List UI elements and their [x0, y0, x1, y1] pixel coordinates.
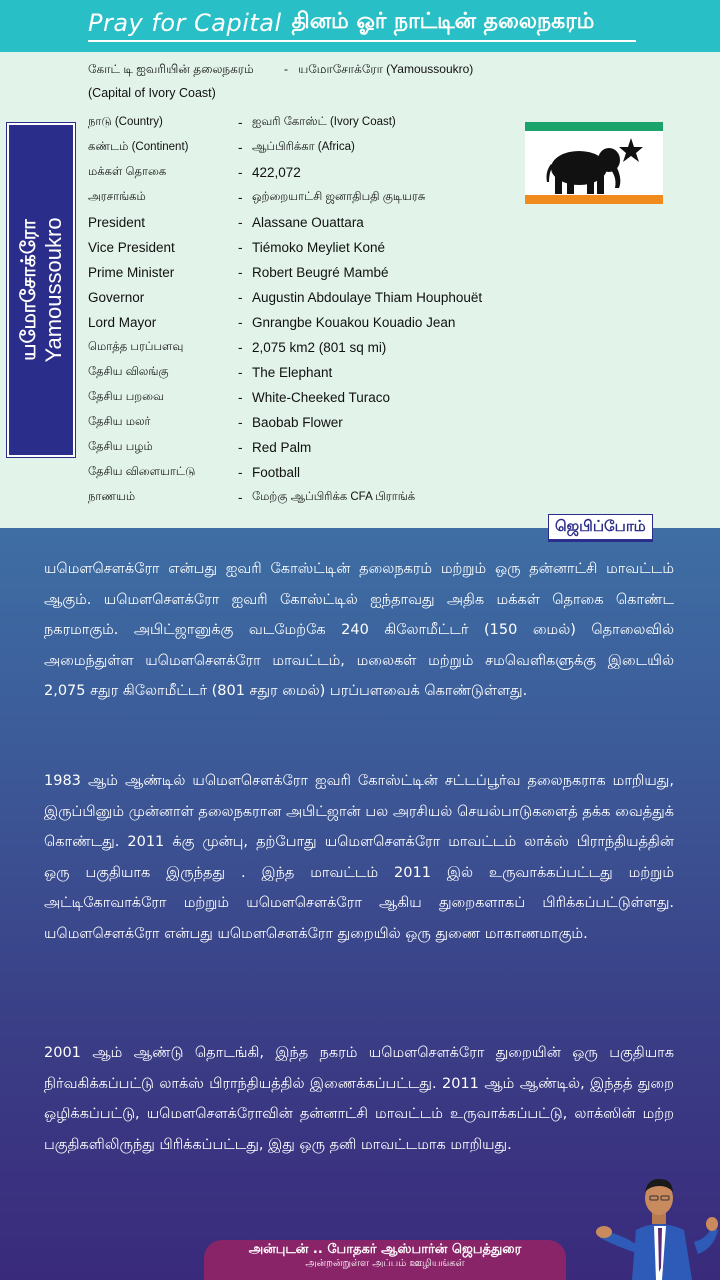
fact-key: Prime Minister: [88, 265, 175, 280]
fact-row: [88, 110, 482, 135]
city-side-label: [7, 123, 75, 457]
fact-value: Alassane Ouattara: [252, 215, 364, 230]
fact-key: தேசிய மலர்: [88, 415, 151, 428]
header-bar: [0, 0, 720, 52]
fact-dash: -: [238, 265, 243, 280]
fact-key: President: [88, 215, 146, 230]
fact-row: [88, 435, 482, 460]
fact-value: Football: [252, 465, 301, 480]
preacher-portrait-icon: [596, 1168, 720, 1280]
fact-key: நாணயம்: [88, 490, 136, 503]
title-tamil: தினம் ஓர் நாட்டின் தலைநகரம்: [291, 9, 595, 34]
capital-dash: -: [284, 62, 288, 76]
page-title: [88, 6, 636, 42]
fact-dash: -: [238, 390, 243, 405]
title-english: Pray for Capital: [88, 9, 282, 37]
paragraph-2: 1983 ஆம் ஆண்டில் யமௌசௌக்ரோ ஐவரி கோஸ்ட்டின் சட்டப்பூர்வ தலைநகராக மாறியது, இருப்பினும் முன்னாள் தலைநகரான அபிட்ஜான் பல அரசியல் செயல்பாடுகளைத் தக்க வைத்துக் கொண்டது. 2011 க்கு முன்பு, தற்போது யமௌசௌக்ரோ மாவட்டம் லாக்ஸ் பிராந்தியத்தின் ஒரு பகுதியாக இருந்தது . இந்த மாவட்டம் 2011 இல் உருவாக்கப்பட்டது மற்றும் அட்டிகோவாக்ரோ மற்றும் யமௌசௌக்ரோ ஆகிய துறைகளாகப் பிரிக்கப்பட்டுள்ளது. யமௌசௌக்ரோ என்பது யமௌசௌக்ரோ துறையில் ஒரு துணை மாகாணமாகும்.: [44, 773, 674, 942]
fact-row: [88, 135, 482, 160]
fact-key: Governor: [88, 290, 145, 305]
fact-row: [88, 235, 482, 260]
fact-dash: -: [238, 215, 243, 230]
fact-key: தேசிய பறவை: [88, 390, 164, 403]
side-label-text: [15, 217, 67, 362]
fact-key: மக்கள் தொகை: [88, 165, 167, 178]
fact-value: ஒற்றையாட்சி ஜனாதிபதி குடியரசு: [252, 190, 426, 203]
fact-row: [88, 485, 482, 510]
fact-value: ஐவரி கோஸ்ட் (Ivory Coast): [252, 115, 396, 128]
paragraph-3: 2001 ஆம் ஆண்டு தொடங்கி, இந்த நகரம் யமௌசௌக்ரோ துறையின் ஒரு பகுதியாக நிர்வகிக்கப்பட்டு லாக்ஸ் பிராந்தியத்தில் இணைக்கப்பட்டது. 2011 ஆம் ஆண்டில், இந்தத் துறை ஒழிக்கப்பட்டு, யமௌசௌக்ரோவின் தன்னாட்சி மாவட்டம் உருவாக்கப்பட்டு, லாக்ஸின் மற்ற பகுதிகளிலிருந்து பிரிக்கப்பட்டது, இது ஒரு தனி மாவட்டமாக மாறியது.: [44, 1045, 674, 1153]
fact-dash: -: [238, 140, 243, 155]
fact-value: மேற்கு ஆப்பிரிக்க CFA பிராங்க்: [252, 490, 416, 503]
fact-value: ஆப்பிரிக்கா (Africa): [252, 140, 355, 153]
flag-icon: [525, 122, 663, 204]
fact-dash: -: [238, 165, 243, 180]
fact-dash: -: [238, 465, 243, 480]
fact-value: Tiémoko Meyliet Koné: [252, 240, 386, 255]
fact-key: கண்டம் (Continent): [88, 140, 189, 153]
fact-key: Vice President: [88, 240, 175, 255]
fact-row: [88, 285, 482, 310]
fact-row: [88, 310, 482, 335]
capital-value: யமோசோக்ரோ (Yamoussoukro): [298, 62, 474, 76]
side-label-english: Yamoussoukro: [41, 217, 66, 363]
fact-value: Augustin Abdoulaye Thiam Houphouët: [252, 290, 483, 305]
fact-row: [88, 160, 482, 185]
fact-key: நாடு (Country): [88, 115, 163, 128]
fact-key: Lord Mayor: [88, 315, 157, 330]
fact-row: [88, 460, 482, 485]
fact-row: [88, 210, 482, 235]
fact-dash: -: [238, 440, 243, 455]
fact-dash: -: [238, 240, 243, 255]
fact-row: [88, 410, 482, 435]
fact-dash: -: [238, 290, 243, 305]
fact-value: Robert Beugré Mambé: [252, 265, 389, 280]
capital-label-english: (Capital of Ivory Coast): [88, 86, 216, 100]
footer-ministry: அன்றன்றுள்ள அப்பம் ஊழியங்கள்: [305, 1258, 465, 1269]
facts-list: [88, 110, 482, 510]
fact-key: தேசிய விலங்கு: [88, 365, 169, 378]
fact-row: [88, 185, 482, 210]
fact-value: 2,075 km2 (801 sq mi): [252, 340, 387, 355]
pray-badge: ஜெபிப்போம்: [548, 514, 653, 542]
fact-dash: -: [238, 315, 243, 330]
fact-value: Red Palm: [252, 440, 312, 455]
fact-dash: -: [238, 115, 243, 130]
footer-banner: [204, 1240, 566, 1280]
fact-value: Gnrangbe Kouakou Kouadio Jean: [252, 315, 456, 330]
fact-key: தேசிய பழம்: [88, 440, 153, 453]
fact-dash: -: [238, 365, 243, 380]
fact-row: [88, 385, 482, 410]
fact-value: Baobab Flower: [252, 415, 343, 430]
footer-author: அன்புடன் .. போதகர் ஆஸ்பார்ன் ஜெபத்துரை: [248, 1242, 522, 1257]
fact-value: White-Cheeked Turaco: [252, 390, 391, 405]
fact-value: The Elephant: [252, 365, 333, 380]
side-label-tamil: யமோசோக்ரோ: [16, 219, 40, 361]
fact-key: தேசிய விளையாட்டு: [88, 465, 196, 478]
fact-row: [88, 360, 482, 385]
fact-dash: -: [238, 340, 243, 355]
fact-dash: -: [238, 190, 243, 205]
paragraph-1: யமௌசௌக்ரோ என்பது ஐவரி கோஸ்ட்டின் தலைநகரம் மற்றும் ஒரு தன்னாட்சி மாவட்டம் ஆகும். யமௌசௌக்ரோ ஐவரி கோஸ்ட்டில் ஐந்தாவது அதிக மக்கள் தொகை கொண்ட நகரமாகும். அபிட்ஜானுக்கு வடமேற்கே 240 கிலோமீட்டர் (150 மைல்) தொலைவில் அமைந்துள்ள யமௌசௌக்ரோ மாவட்டம், மலைகள் மற்றும் சமவெளிகளுக்கு இடையில் 2,075 சதுர கிலோமீட்டர் (801 சதுர மைல்) பரப்பளவைக் கொண்டுள்ளது.: [44, 561, 674, 699]
fact-dash: -: [238, 415, 243, 430]
capital-label: கோட் டி ஐவரியின் தலைநகரம்: [88, 62, 254, 76]
fact-row: [88, 335, 482, 360]
fact-key: அரசாங்கம்: [88, 190, 146, 203]
fact-row: [88, 260, 482, 285]
fact-dash: -: [238, 490, 243, 505]
capital-line: [88, 62, 473, 78]
fact-value: 422,072: [252, 165, 301, 180]
fact-key: மொத்த பரப்பளவு: [88, 340, 184, 353]
